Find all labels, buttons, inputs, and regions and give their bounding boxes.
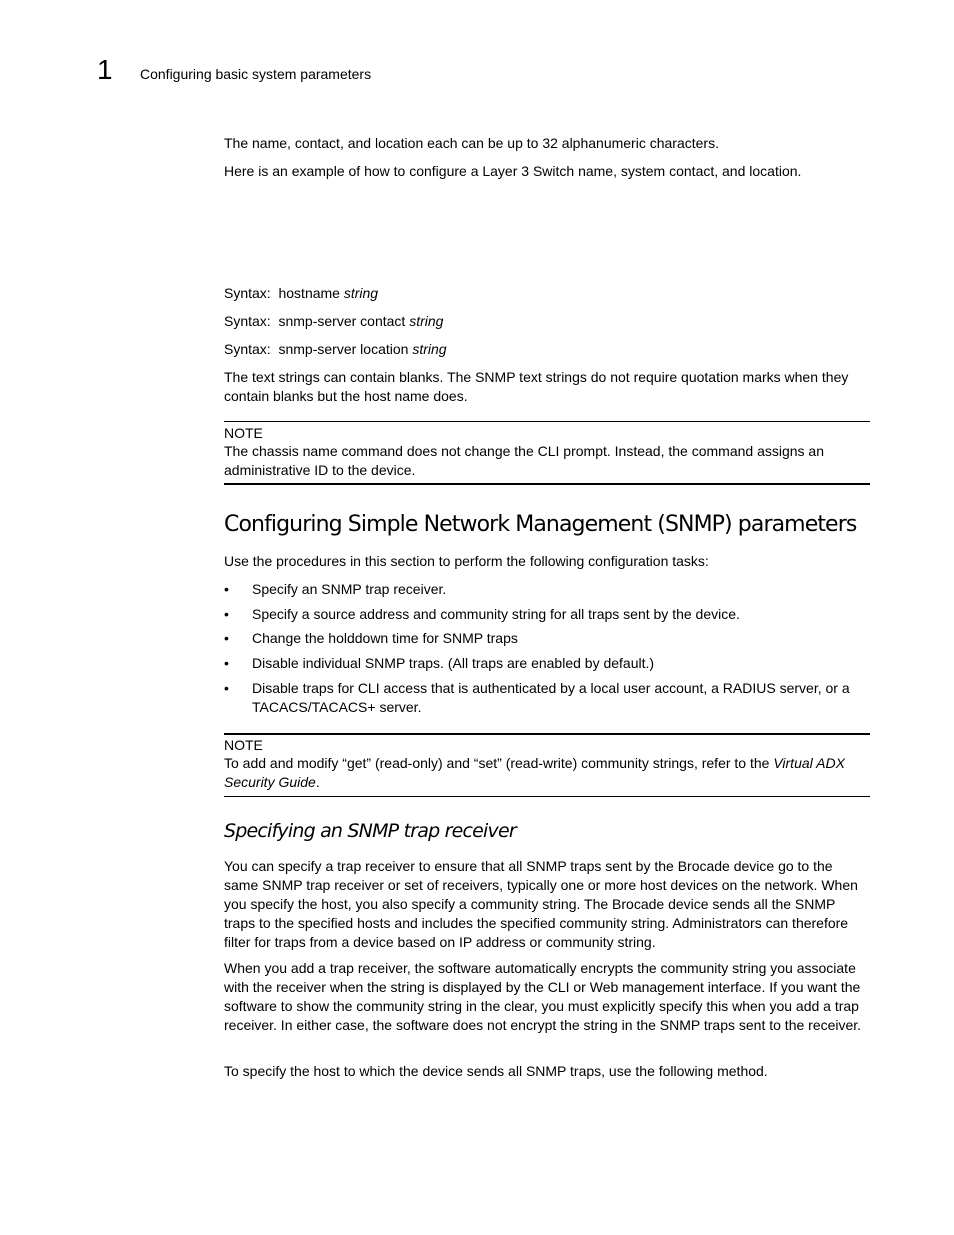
note-bottom-rule: [224, 796, 870, 797]
note-body: [224, 754, 870, 792]
bullet-marker: •: [224, 630, 229, 646]
list-item-text: Disable individual SNMP traps. (All traps are enabled by default.): [252, 655, 655, 671]
note-top-rule: [224, 421, 870, 422]
note-bottom-rule: [224, 483, 870, 485]
note-text: .: [315, 774, 320, 790]
chapter-title: Configuring basic system parameters: [140, 66, 372, 82]
list-item-text: Specify a source address and community string for all traps sent by the device.: [252, 606, 740, 622]
syntax-command: snmp-server contact: [278, 313, 406, 329]
syntax-argument: string: [343, 285, 379, 301]
intro-paragraph-1: The name, contact, and location each can be up to 32 alphanumeric characters.: [224, 135, 719, 151]
syntax-label: Syntax:: [224, 341, 271, 357]
subsection-heading: Specifying an SNMP trap receiver: [224, 820, 516, 842]
note-label: NOTE: [224, 425, 263, 441]
note-command: chassis name: [252, 443, 338, 459]
note-label: NOTE: [224, 737, 263, 753]
subsection-paragraph-3: To specify the host to which the device sends all SNMP traps, use the following method.: [224, 1063, 768, 1079]
bullet-marker: •: [224, 581, 229, 597]
syntax-line-location: [224, 340, 870, 359]
chapter-number: 1: [97, 54, 113, 85]
bullet-marker: •: [224, 655, 229, 671]
note-body: [224, 442, 870, 480]
note-text: The: [224, 443, 253, 459]
bullet-marker: •: [224, 606, 229, 622]
list-item-text: Specify an SNMP trap receiver.: [252, 581, 447, 597]
syntax-label: Syntax:: [224, 285, 271, 301]
syntax-command: snmp-server location: [278, 341, 409, 357]
note-top-rule: [224, 733, 870, 735]
syntax-argument: string: [412, 341, 447, 357]
list-item-text: Disable traps for CLI access that is authenticated by a local user account, a RADIUS server, or a TACACS/TACACS+ server.: [252, 680, 850, 715]
syntax-line-hostname: [224, 284, 870, 303]
syntax-argument: string: [409, 313, 444, 329]
subsection-paragraph-2: When you add a trap receiver, the software automatically encrypts the community string you associate with the receiver when the string is displayed by the CLI or Web management interface. If you want the software to show the community string in the clear, you must explicitly specify this when you add a trap receiver. In either case, the software does not encrypt the string in the SNMP traps sent to the receiver.: [224, 960, 862, 1033]
syntax-label: Syntax:: [224, 313, 271, 329]
syntax-line-contact: [224, 312, 870, 331]
section-heading: Configuring Simple Network Management (SNMP) parameters: [224, 512, 857, 537]
section-lead: Use the procedures in this section to perform the following configuration tasks:: [224, 553, 709, 569]
list-item-text: Change the holddown time for SNMP traps: [252, 630, 518, 646]
intro-paragraph-2: Here is an example of how to configure a Layer 3 Switch name, system contact, and location.: [224, 163, 802, 179]
note-text: To add and modify “get” (read-only) and “set” (read-write) community strings, refer to the: [224, 755, 774, 771]
text-strings-paragraph: The text strings can contain blanks. The SNMP text strings do not require quotation marks when they contain blanks but the host name does.: [224, 369, 849, 404]
subsection-paragraph-1: You can specify a trap receiver to ensure that all SNMP traps sent by the Brocade device go to the same SNMP trap receiver or set of receivers, typically one or more host devices on the network. When you specify the host, you also specify a community string. The Brocade device sends all the SNMP traps to the specified hosts and includes the specified community string. Administrators can therefore filter for traps from a device based on IP address or community string.: [224, 858, 858, 950]
note-text: command does not change the CLI prompt. Instead, the command assigns an administrative ID to the device.: [224, 443, 824, 478]
guide-reference: Virtual ADX Security Guide: [224, 755, 845, 790]
syntax-command: hostname: [278, 285, 340, 301]
bullet-marker: •: [224, 680, 229, 696]
